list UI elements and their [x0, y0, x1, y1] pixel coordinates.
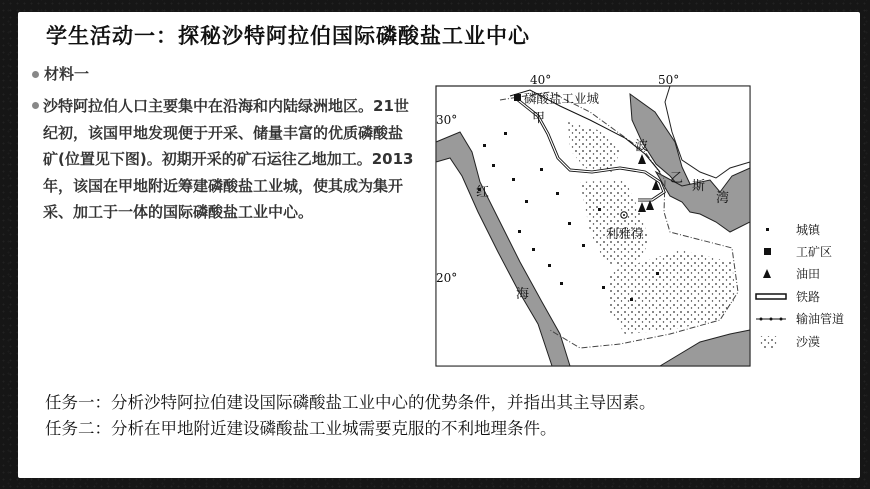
label-yi: 乙	[670, 171, 684, 186]
lon-label-50: 50°	[658, 73, 680, 87]
town-icon	[518, 230, 521, 233]
material-text: 沙特阿拉伯人口主要集中在沿海和内陆绿洲地区。21世纪初，该国甲地发现便于开采、储量丰富的优质磷酸盐矿(位置见下图)。初期开采的矿石运往乙地加工。2013年，该国在甲地附近筹建磷酸盐工业城，使其成为集开采、加工于一体的国际磷酸盐工业中心。	[43, 97, 414, 221]
bullet-icon	[32, 71, 39, 78]
town-icon	[504, 132, 507, 135]
slide	[18, 12, 860, 478]
label-phosphate-city: 磷酸盐工业城	[524, 91, 600, 106]
town-icon	[766, 228, 769, 231]
town-icon	[656, 272, 659, 275]
legend-label: 沙漠	[796, 335, 821, 349]
town-icon	[598, 208, 601, 211]
town-icon	[568, 222, 571, 225]
legend-label: 输油管道	[796, 312, 845, 326]
mine-icon	[514, 94, 521, 101]
label-riyadh: 利雅得	[606, 226, 644, 241]
pipeline-dot	[770, 318, 773, 321]
legend-label: 城镇	[796, 223, 821, 237]
label-si: 斯	[692, 179, 706, 194]
town-icon	[492, 164, 495, 167]
pipeline-dot	[780, 318, 783, 321]
label-sea: 海	[516, 287, 530, 302]
town-icon	[560, 282, 563, 285]
town-icon	[532, 248, 535, 251]
saudi-arabia-map	[420, 72, 850, 367]
town-icon	[630, 298, 633, 301]
legend-label: 铁路	[796, 290, 821, 304]
label-red: 红	[476, 185, 490, 200]
desert-icon	[760, 336, 778, 348]
label-bo: 波	[635, 139, 649, 154]
railway-icon	[756, 294, 786, 299]
slide-title: 学生活动一：探秘沙特阿拉伯国际磷酸盐工业中心	[46, 24, 530, 48]
pipeline-dot	[760, 318, 763, 321]
legend-label: 工矿区	[796, 245, 833, 259]
town-icon	[582, 244, 585, 247]
task-list	[45, 390, 656, 442]
oilfield-icon	[763, 269, 771, 278]
town-icon	[548, 264, 551, 267]
riyadh-dot	[623, 214, 625, 216]
lat-label-30: 30°	[436, 113, 458, 127]
town-icon	[602, 286, 605, 289]
bullet-icon	[32, 102, 39, 109]
label-wan: 湾	[716, 191, 730, 206]
task-2: 任务二：分析在甲地附近建设磷酸盐工业城需要克服的不利地理条件。	[45, 419, 557, 438]
town-icon	[525, 200, 528, 203]
lon-label-40: 40°	[530, 73, 552, 87]
label-jia: 甲	[532, 111, 546, 126]
mine-icon	[764, 248, 771, 255]
town-icon	[483, 144, 486, 147]
lat-label-20: 20°	[436, 271, 458, 285]
town-icon	[540, 168, 543, 171]
town-icon	[556, 192, 559, 195]
town-icon	[512, 178, 515, 181]
material-label: 材料一	[44, 65, 90, 83]
legend-label: 油田	[796, 267, 821, 281]
task-1: 任务一：分析沙特阿拉伯建设国际磷酸盐工业中心的优势条件，并指出其主导因素。	[45, 393, 656, 412]
map-legend	[756, 222, 844, 349]
